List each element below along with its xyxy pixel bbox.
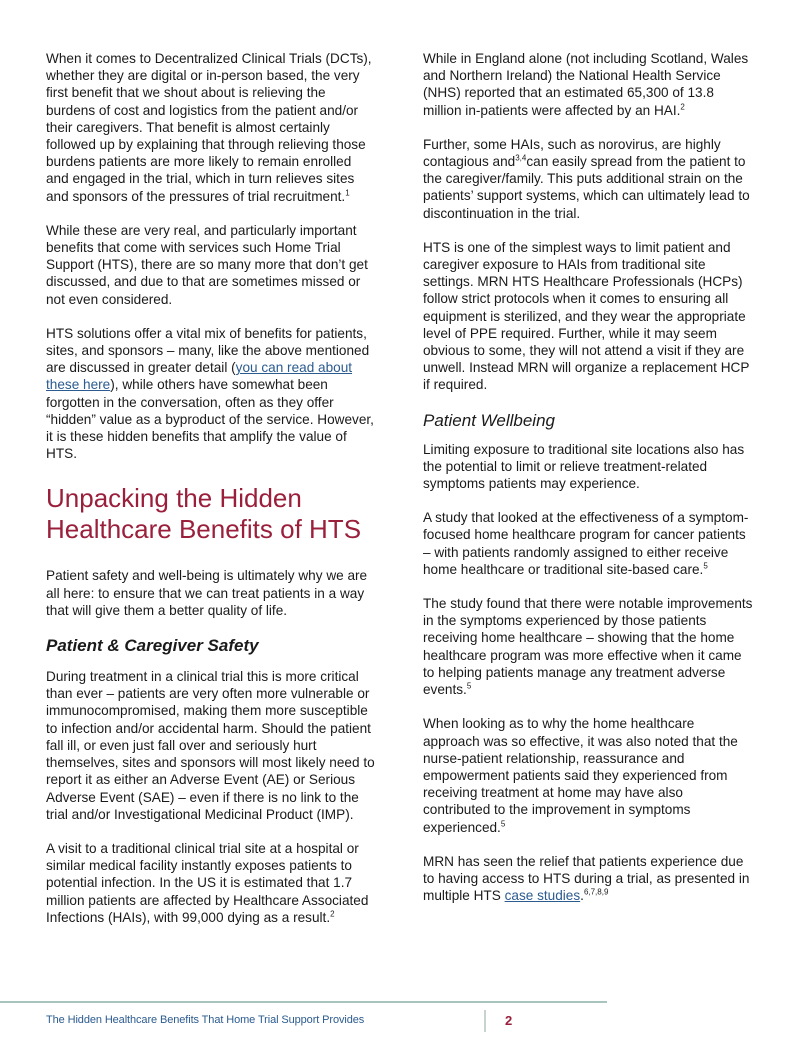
limiting-exposure-paragraph: Limiting exposure to traditional site locations also has the potential to limit or relieve treatment-related symptoms patients may experience.: [423, 441, 745, 492]
benefits-paragraph: While these are very real, and particularly important benefits that come with services such Home Trial Support (HTS), there are so many more that don’t get discussed, and due to that are sometimes missed or not even considered.: [46, 222, 368, 307]
case-studies-paragraph: [423, 853, 753, 905]
footnote-ref: 5: [466, 681, 472, 691]
subheading-caregiver-safety: Patient & Caregiver Safety: [46, 636, 259, 656]
nurse-relationship-text: When looking as to why the home healthcare approach was so effective, it was also noted that the nurse-patient relationship, reassurance and empowerment patients said they experienced from receiving treatment at home may have also contributed to the improvement in symptoms experienced.: [423, 716, 738, 835]
subheading-patient-wellbeing: Patient Wellbeing: [423, 410, 555, 430]
footnote-ref: 2: [330, 909, 335, 919]
footnote-ref: 3,4: [515, 153, 527, 163]
case-studies-text-before: MRN has seen the relief that patients experience due to having access to HTS during a trial, as presented in multiple HTS: [423, 853, 750, 904]
norovirus-text-after: can easily spread from the patient to the caregiver/family. This puts additional strain on the patients’ support systems, which can ultimately lead to discontinuation in the trial.: [423, 154, 750, 221]
nhs-paragraph: [423, 50, 753, 119]
hai-us-text: A visit to a traditional clinical trial site at a hospital or similar medical facility instantly exposes patients to potential infection. In the US it is estimated that 1.7 million patients are affected by Healthcare Associated Infections (HAIs), with 99,000 dying as a result.: [46, 840, 369, 925]
nhs-text: While in England alone (not including Scotland, Wales and Northern Ireland) the National Health Service (NHS) reported that an estimated 65,300 of 13.8 million in-patients were affected by an HAI.: [423, 51, 749, 118]
footer-rule: [0, 1001, 607, 1003]
read-more-link[interactable]: you can read about these here: [46, 360, 353, 393]
treatment-paragraph: During treatment in a clinical trial this is more critical than ever – patients are very often more vulnerable or immunocompromised, making them more susceptible to infection and/or accidental harm. Should the patient fall ill, or even just fall over and seriously hurt themselves, sites and sponsors will most likely need to report it as either an Adverse Event (AE) or Serious Adverse Event (SAE) – even if there is no link to the trial and/or Investigational Medicinal Product (IMP).: [46, 669, 375, 822]
footnote-ref: 6,7,8,9: [583, 887, 609, 897]
norovirus-paragraph: [423, 136, 753, 222]
study-text: A study that looked at the effectiveness of a symptom-focused home healthcare program for cancer patients – with patients randomly assigned to either receive home healthcare or traditional site-based care.: [423, 510, 749, 577]
hts-text-before: HTS solutions offer a vital mix of benefits for patients, sites, and sponsors – many, like the above mentioned are discussed in greater detail (: [46, 325, 370, 376]
footnote-ref: 5: [703, 561, 708, 571]
page-number: 2: [505, 1013, 513, 1028]
hai-us-paragraph: [46, 840, 376, 926]
study-findings-paragraph: [423, 595, 753, 698]
norovirus-text-before: Further, some HAIs, such as norovirus, are highly contagious and: [423, 136, 721, 170]
intro-paragraph: [46, 50, 376, 205]
footer-title: The Hidden Healthcare Benefits That Home Trial Support Provides: [46, 1014, 365, 1026]
footnote-ref: 5: [500, 818, 506, 828]
section-heading: Unpacking the Hidden Healthcare Benefits of HTS: [46, 483, 362, 545]
left-column: [46, 50, 376, 943]
hts-solutions-paragraph: [46, 325, 376, 463]
footer-divider: [484, 1010, 486, 1032]
safety-intro-paragraph: Patient safety and well-being is ultimately why we are all here: to ensure that we can treat patients in a way that will give them a better quality of life.: [46, 568, 368, 618]
footnote-ref: 2: [680, 102, 685, 112]
footnote-ref: 1: [345, 188, 350, 198]
case-studies-text-after: .: [580, 888, 584, 904]
hts-exposure-paragraph: HTS is one of the simplest ways to limit patient and caregiver exposure to HAIs from traditional site settings. MRN HTS Healthcare Professionals (HCPs) follow strict protocols when it comes to ensuring all equipment is sterilized, and they wear the appropriate level of PPE required. Further, while it may seem obvious to some, they will not attend a visit if they are unwell. Instead MRN will organize a replacement HCP if required.: [423, 239, 750, 393]
study-findings-text: The study found that there were notable improvements in the symptoms experienced by those patients receiving home healthcare – showing that the home healthcare program was more effective when it came to helping patients manage any treatment adverse events.: [423, 596, 753, 698]
case-studies-link[interactable]: case studies: [504, 888, 581, 904]
intro-text: When it comes to Decentralized Clinical Trials (DCTs), whether they are digital or in-person based, the very first benefit that we shout about is relieving the burdens of cost and logistics from the patient and/or their caregivers. That benefit is almost certainly followed up by explaining that through relieving those burdens patients are more likely to remain enrolled and engaged in the trial, which in turn relieves sites and sponsors of the pressures of trial recruitment.: [46, 51, 372, 204]
study-paragraph: [423, 509, 753, 578]
right-column: [423, 50, 753, 921]
nurse-relationship-paragraph: [423, 715, 753, 835]
hts-text-after: ), while others have somewhat been forgotten in the conversation, often as they offer “hidden” value as a byproduct of the service. However, it is these hidden benefits that amplify the value of HTS.: [46, 377, 374, 462]
